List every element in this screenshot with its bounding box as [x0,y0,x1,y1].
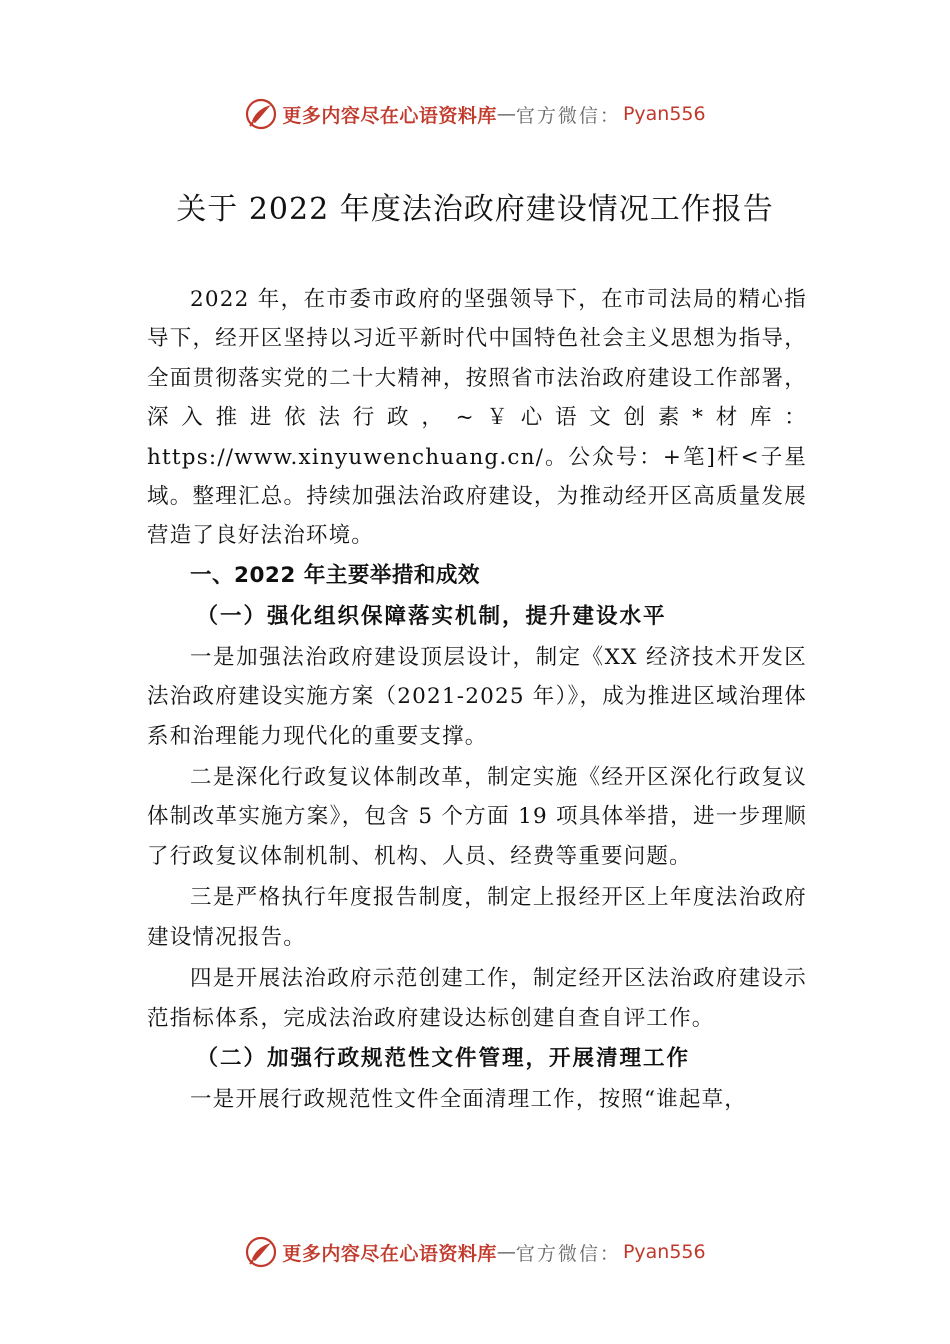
banner-red-text: 更多内容尽在心语资料库 [282,1242,497,1265]
heading-1: 一、2022 年主要举措和成效 [190,562,480,588]
banner-wechat-id: Pyan556 [622,1241,706,1263]
section-2-paragraph: 一是开展行政规范性文件全面清理工作，按照“谁起草， [190,1086,747,1112]
document-title: 关于 2022 年度法治政府建设情况工作报告 [176,192,774,227]
section-1-paragraph: 一是加强法治政府建设顶层设计，制定《XX 经济技术开发区法治政府建设实施方案（2021-2025 年）》，成为推进区域治理体系和治理能力现代化的重要支撑。 [147,644,807,749]
banner-dash: — [496,1241,516,1263]
banner-red-text: 更多内容尽在心语资料库 [282,104,497,127]
footer-banner [0,1232,950,1272]
banner-wechat-label: 官方微信： [515,104,621,127]
section-2-heading: （二）加强行政规范性文件管理，开展清理工作 [196,1045,690,1071]
brush-logo-icon [244,97,278,131]
banner-dash: — [496,103,516,125]
section-1-paragraph: 三是严格执行年度报告制度，制定上报经开区上年度法治政府建设情况报告。 [147,885,807,950]
header-banner [0,94,950,134]
banner-wechat-label: 官方微信： [515,1242,621,1265]
banner-wechat-id: Pyan556 [622,103,706,125]
section-1-paragraph: 二是深化行政复议体制改革，制定实施《经开区深化行政复议体制改革实施方案》，包含 5 个方面 19 项具体举措，进一步理顺了行政复议体制机制、机构、人员、经费等重要问题。 [147,765,807,869]
section-1-paragraph: 四是开展法治政府示范创建工作，制定经开区法治政府建设示范指标体系，完成法治政府建设达标创建自查自评工作。 [147,966,807,1031]
intro-paragraph: 2022 年，在市委市政府的坚强领导下，在市司法局的精心指导下，经开区坚持以习近平新时代中国特色社会主义思想为指导，全面贯彻落实党的二十大精神，按照省市法治政府建设工作部署，深入推进依法行政，~￥心语文创素*材库：https://www.xinyuwenchuang.cn/。公众号：+笔]杆<子星域。整理汇总。持续加强法治政府建设，为推动经开区高质量发展营造了良好法治环境。 [147,287,807,549]
brush-logo-icon [244,1235,278,1269]
document-body [147,280,807,1119]
section-1-heading: （一）强化组织保障落实机制，提升建设水平 [196,603,667,629]
